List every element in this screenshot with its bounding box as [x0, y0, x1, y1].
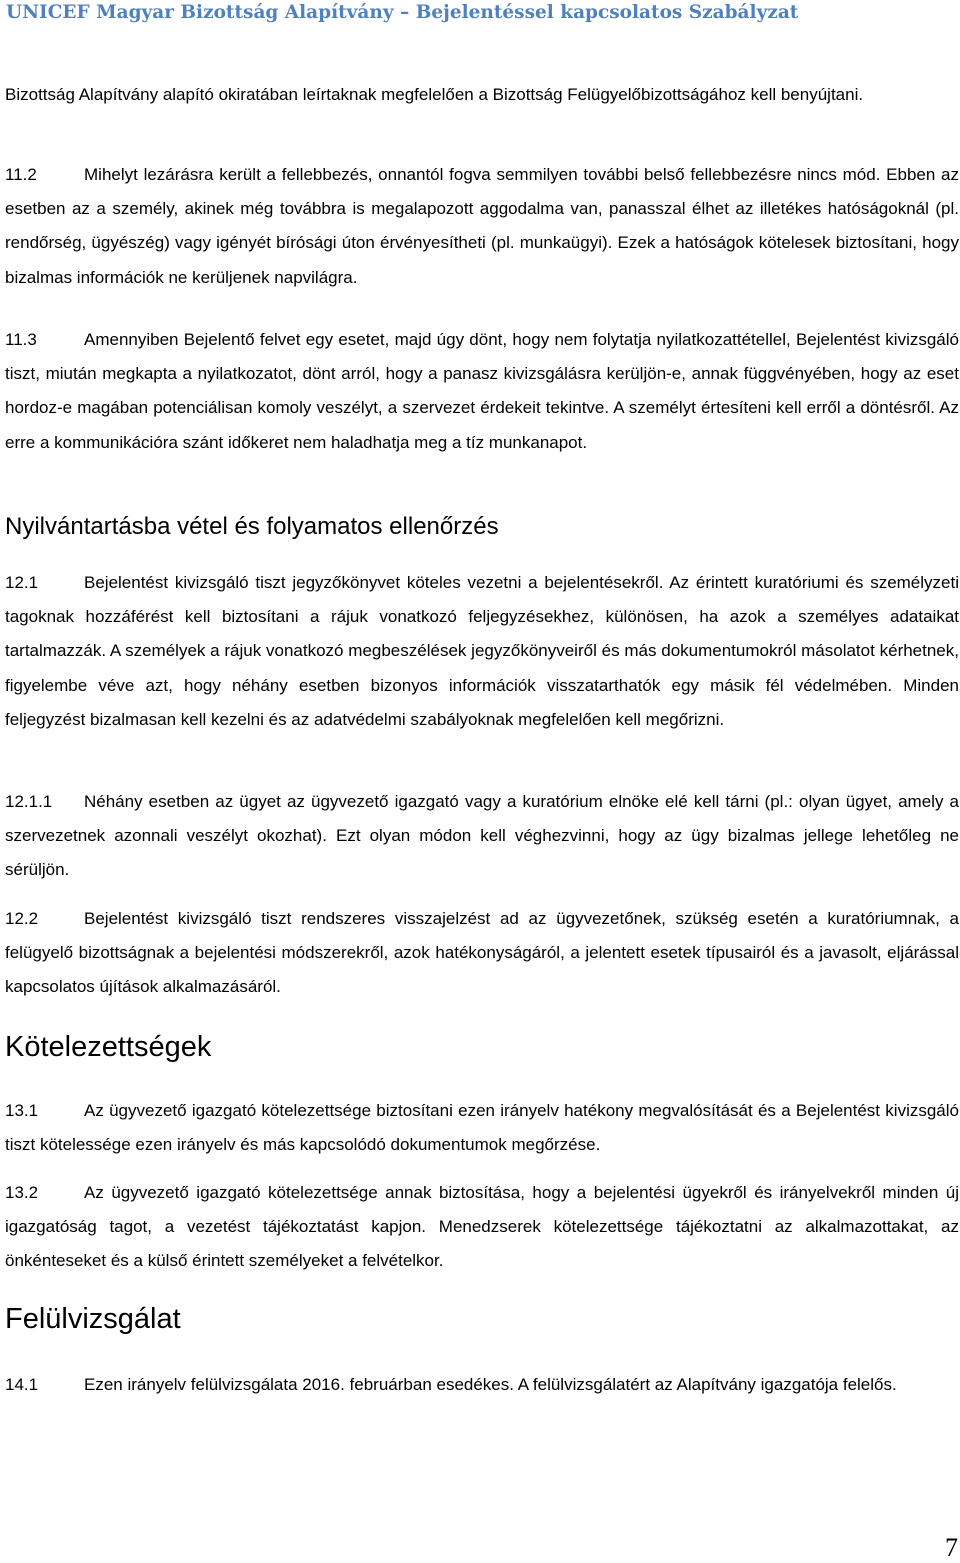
paragraph-text: Ezen irányelv felülvizsgálata 2016. februárban esedékes. A felülvizsgálatért az Alapítvány igazgatója felelős.: [84, 1375, 897, 1394]
section-heading-obligations: Kötelezettségek: [5, 1031, 212, 1063]
paragraph-text: Bejelentést kivizsgáló tiszt rendszeres visszajelzést ad az ügyvezetőnek, szükség esetén a kuratóriumnak, a felügyelő bizottságnak a bejelentési módszerekről, azok hatékonyságáról, a jelentett esetek típusairól és a javasolt, eljárással kapcsolatos újítások alkalmazásáról.: [5, 909, 959, 997]
paragraph-number: 13.2: [5, 1183, 39, 1202]
paragraph-number: 11.2: [5, 165, 37, 184]
paragraph-11-2: [5, 158, 959, 295]
paragraph-number: 13.1: [5, 1101, 39, 1120]
paragraph-text: Bizottság Alapítvány alapító okiratában leírtaknak megfelelően a Bizottság Felügyelőbizottságához kell benyújtani.: [5, 85, 864, 104]
page-number: 7: [945, 1533, 958, 1562]
paragraph-13-1: [5, 1094, 959, 1162]
paragraph-14-1: [5, 1368, 959, 1402]
paragraph-12-1: [5, 566, 959, 737]
paragraph-continuation: [5, 78, 959, 112]
paragraph-13-2: [5, 1176, 959, 1279]
paragraph-number: 12.1: [5, 573, 39, 592]
paragraph-text: Mihelyt lezárásra került a fellebbezés, onnantól fogva semmilyen további belső fellebbezésre nincs mód. Ebben az esetben az a személy, akinek még továbbra is megalapozott aggodalma van, panasszal élhet az illetékes hatóságoknál (pl. rendőrség, ügyészég) vagy igényét bírósági úton érvényesítheti (pl. munkaügyi). Ezek a hatóságok kötelesek biztosítani, hogy bizalmas információk ne kerüljenek napvilágra.: [5, 165, 959, 287]
paragraph-number: 11.3: [5, 330, 37, 349]
paragraph-text: Néhány esetben az ügyet az ügyvezető igazgató vagy a kuratórium elnöke elé kell tárni (pl.: olyan ügyet, amely a szervezetnek azonnali veszélyt okozhat). Ezt olyan módon kell véghezvinni, hogy az ügy bizalmas jellege lehetőleg ne sérüljön.: [5, 792, 959, 880]
document-header-title: UNICEF Magyar Bizottság Alapítvány – Bejelentéssel kapcsolatos Szabályzat: [6, 2, 799, 23]
paragraph-number: 14.1: [5, 1375, 39, 1394]
paragraph-text: Bejelentést kivizsgáló tiszt jegyzőkönyvet köteles vezetni a bejelentésekről. Az érintett kuratóriumi és személyzeti tagoknak hozzáférést kell biztosítani a rájuk vonatkozó feljegyzésekhez, különösen, ha azok a személyes adataikat tartalmazzák. A személyek a rájuk vonatkozó megbeszélések jegyzőkönyveiről és más dokumentumokról másolatot kérhetnek, figyelembe véve azt, hogy néhány esetben bizonyos információk visszatarthatók egy másik fél védelmében. Minden feljegyzést bizalmasan kell kezelni és az adatvédelmi szabályoknak megfelelően kell megőrizni.: [5, 573, 959, 729]
paragraph-text: Az ügyvezető igazgató kötelezettsége annak biztosítása, hogy a bejelentési ügyekről és irányelvekről minden új igazgatóság tagot, a vezetést tájékoztatást kapjon. Menedzserek kötelezettsége tájékoztatni az alkalmazottakat, az önkénteseket és a külső érintett személyeket a felvételkor.: [5, 1183, 959, 1271]
paragraph-number: 12.1.1: [5, 792, 53, 811]
paragraph-number: 12.2: [5, 909, 39, 928]
paragraph-12-2: [5, 902, 959, 1005]
paragraph-12-1-1: [5, 785, 959, 888]
section-heading-records: Nyilvántartásba vétel és folyamatos ellenőrzés: [5, 513, 499, 540]
paragraph-text: Amennyiben Bejelentő felvet egy esetet, majd úgy dönt, hogy nem folytatja nyilatkozattétellel, Bejelentést kivizsgáló tiszt, miután megkapta a nyilatkozatot, dönt arról, hogy a panasz kivizsgálásra kerüljön-e, annak függvényében, hogy az eset hordoz-e magában potenciálisan komoly veszélyt, a szervezet érdekeit tekintve. A személyt értesíteni kell erről a döntésről. Az erre a kommunikációra szánt időkeret nem haladhatja meg a tíz munkanapot.: [5, 330, 959, 452]
section-heading-review: Felülvizsgálat: [5, 1303, 181, 1335]
paragraph-text: Az ügyvezető igazgató kötelezettsége biztosítani ezen irányelv hatékony megvalósítását és a Bejelentést kivizsgáló tiszt kötelessége ezen irányelv és más kapcsolódó dokumentumok megőrzése.: [5, 1101, 959, 1155]
paragraph-11-3: [5, 323, 959, 460]
